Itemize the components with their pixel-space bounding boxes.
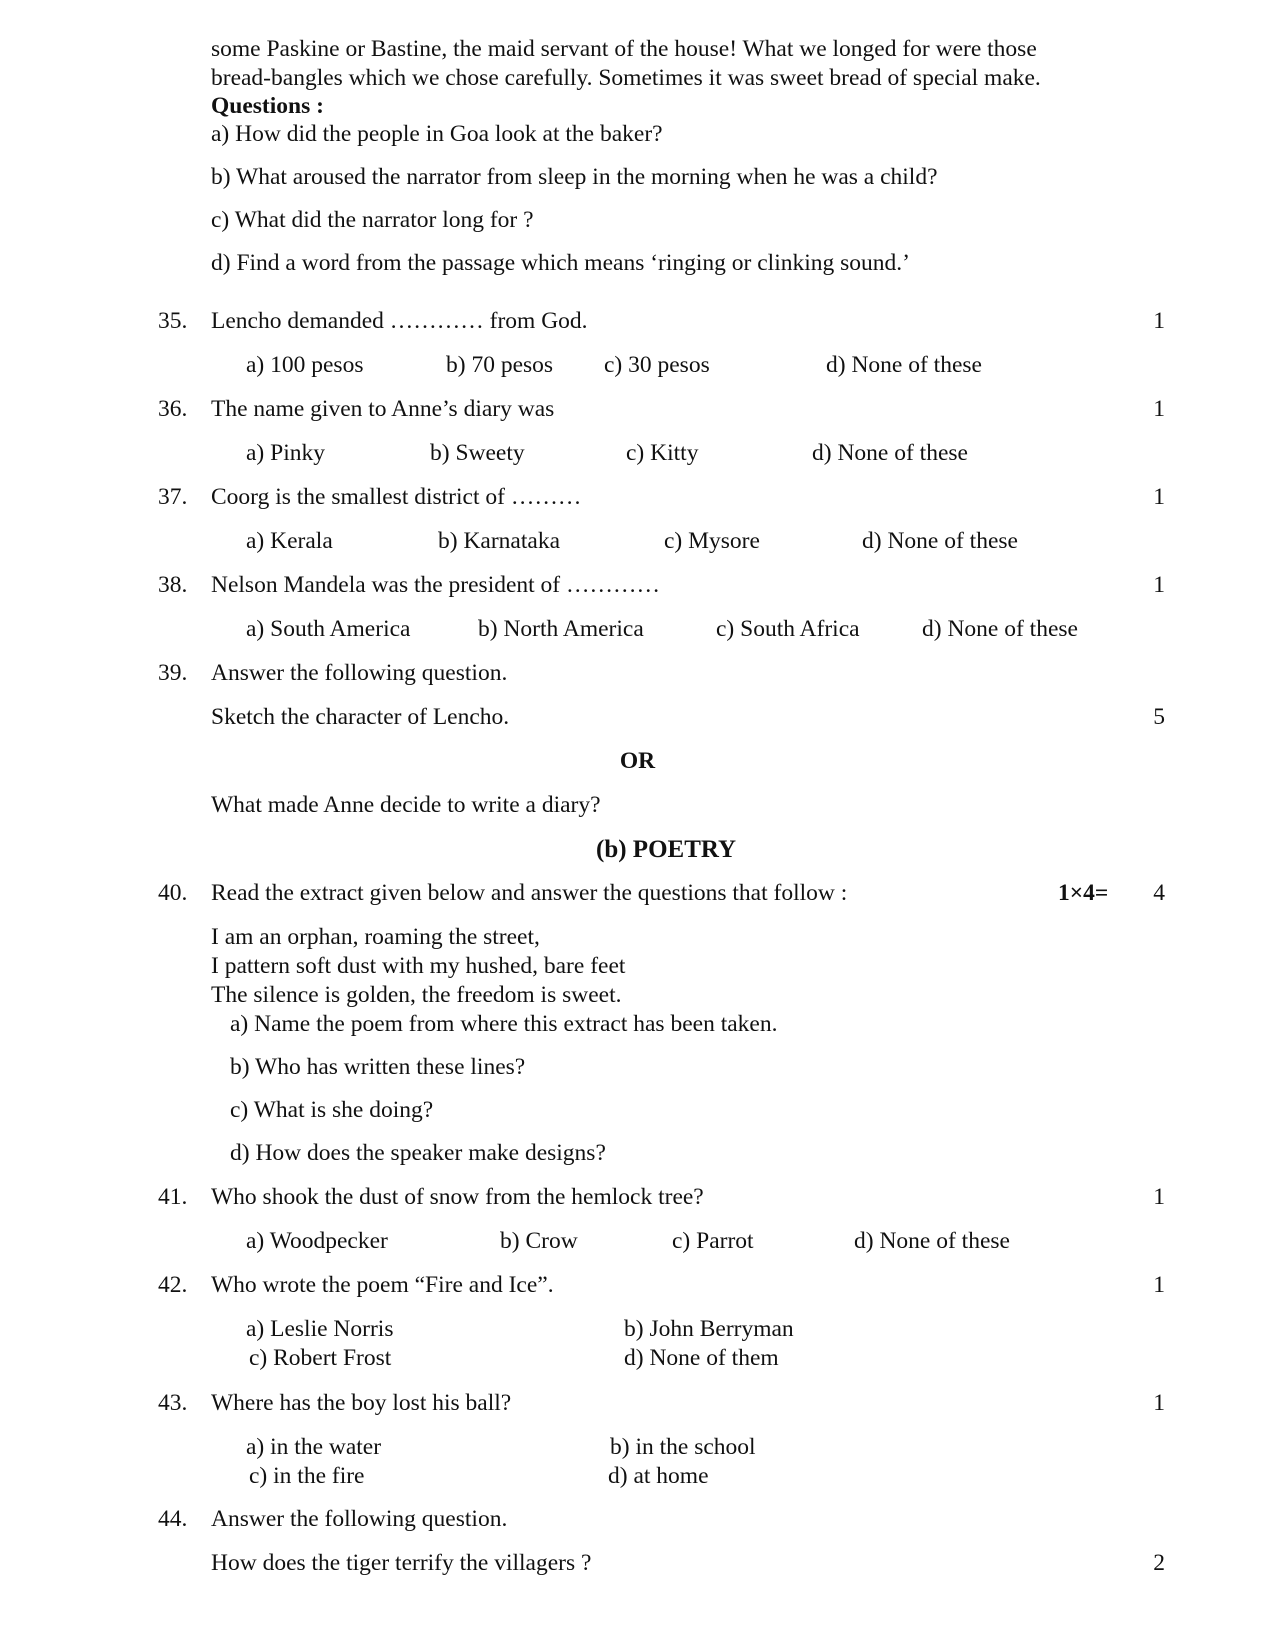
question-text: Nelson Mandela was the president of ………… — [211, 572, 661, 598]
option-a: a) Leslie Norris — [246, 1316, 394, 1342]
question-number: 43. — [158, 1390, 188, 1416]
extract-line-3: The silence is golden, the freedom is sweet. — [211, 982, 622, 1008]
question-text: Read the extract given below and answer the questions that follow : — [211, 880, 848, 906]
passage-question-b: b) What aroused the narrator from sleep in the morning when he was a child? — [211, 164, 938, 190]
question-text: The name given to Anne’s diary was — [211, 396, 555, 422]
option-a: a) in the water — [246, 1434, 382, 1460]
option-c: c) in the fire — [249, 1463, 365, 1489]
passage-question-a: a) How did the people in Goa look at the baker? — [211, 121, 663, 147]
option-a: a) 100 pesos — [246, 352, 364, 378]
question-subtext: Sketch the character of Lencho. — [211, 704, 510, 730]
option-b: b) Karnataka — [438, 528, 560, 554]
option-a: a) Woodpecker — [246, 1228, 388, 1254]
option-d: d) None of these — [854, 1228, 1010, 1254]
option-b: b) Crow — [500, 1228, 578, 1254]
option-b: b) 70 pesos — [446, 352, 554, 378]
question-number: 38. — [158, 572, 188, 598]
question-alternative: What made Anne decide to write a diary? — [211, 792, 601, 818]
question-text: Answer the following question. — [211, 660, 508, 686]
extract-line-1: I am an orphan, roaming the street, — [211, 924, 540, 950]
question-number: 41. — [158, 1184, 188, 1210]
option-d: d) at home — [608, 1463, 709, 1489]
passage-line-1: some Paskine or Bastine, the maid servant of the house! What we longed for were those — [211, 36, 1037, 62]
question-marks: 1 — [1153, 1272, 1165, 1298]
question-marks: 1 — [1153, 1390, 1165, 1416]
question-number: 44. — [158, 1506, 188, 1532]
question-number: 42. — [158, 1272, 188, 1298]
question-marks: 4 — [1153, 880, 1165, 906]
question-marks: 1 — [1153, 396, 1165, 422]
question-text: Answer the following question. — [211, 1506, 508, 1532]
option-c: c) South Africa — [716, 616, 860, 642]
option-b: b) in the school — [610, 1434, 756, 1460]
question-number: 35. — [158, 308, 188, 334]
extract-question-a: a) Name the poem from where this extract has been taken. — [230, 1011, 778, 1037]
option-d: d) None of these — [826, 352, 982, 378]
question-marks: 1 — [1153, 484, 1165, 510]
question-marks: 1 — [1153, 1184, 1165, 1210]
extract-question-b: b) Who has written these lines? — [230, 1054, 526, 1080]
question-text: Coorg is the smallest district of ……… — [211, 484, 582, 510]
question-subtext: How does the tiger terrify the villagers ? — [211, 1550, 592, 1576]
or-separator: OR — [619, 748, 656, 774]
questions-heading: Questions : — [211, 93, 324, 119]
passage-line-2: bread-bangles which we chose carefully. Sometimes it was sweet bread of special make. — [211, 65, 1041, 91]
question-marks: 5 — [1153, 704, 1165, 730]
option-b: b) John Berryman — [624, 1316, 794, 1342]
question-number: 40. — [158, 880, 188, 906]
option-d: d) None of these — [862, 528, 1018, 554]
passage-question-d: d) Find a word from the passage which means ‘ringing or clinking sound.’ — [211, 250, 910, 276]
extract-question-c: c) What is she doing? — [230, 1097, 434, 1123]
question-text: Who shook the dust of snow from the hemlock tree? — [211, 1184, 704, 1210]
option-b: b) Sweety — [430, 440, 525, 466]
question-marks: 2 — [1153, 1550, 1165, 1576]
question-text: Who wrote the poem “Fire and Ice”. — [211, 1272, 554, 1298]
extract-question-d: d) How does the speaker make designs? — [230, 1140, 606, 1166]
question-number: 36. — [158, 396, 188, 422]
option-d: d) None of these — [812, 440, 968, 466]
option-b: b) North America — [478, 616, 644, 642]
option-a: a) Kerala — [246, 528, 333, 554]
option-a: a) South America — [246, 616, 411, 642]
marks-calculation: 1×4= — [1058, 880, 1109, 906]
question-marks: 1 — [1153, 572, 1165, 598]
option-c: c) Parrot — [672, 1228, 754, 1254]
option-c: c) Kitty — [626, 440, 699, 466]
section-heading-poetry: (b) POETRY — [596, 836, 737, 863]
passage-question-c: c) What did the narrator long for ? — [211, 207, 534, 233]
option-d: d) None of these — [922, 616, 1078, 642]
option-d: d) None of them — [624, 1345, 779, 1371]
question-number: 37. — [158, 484, 188, 510]
extract-line-2: I pattern soft dust with my hushed, bare feet — [211, 953, 626, 979]
option-c: c) 30 pesos — [604, 352, 710, 378]
option-a: a) Pinky — [246, 440, 325, 466]
question-text: Lencho demanded ………… from God. — [211, 308, 588, 334]
option-c: c) Robert Frost — [249, 1345, 392, 1371]
option-c: c) Mysore — [664, 528, 760, 554]
question-number: 39. — [158, 660, 188, 686]
question-marks: 1 — [1153, 308, 1165, 334]
question-text: Where has the boy lost his ball? — [211, 1390, 512, 1416]
